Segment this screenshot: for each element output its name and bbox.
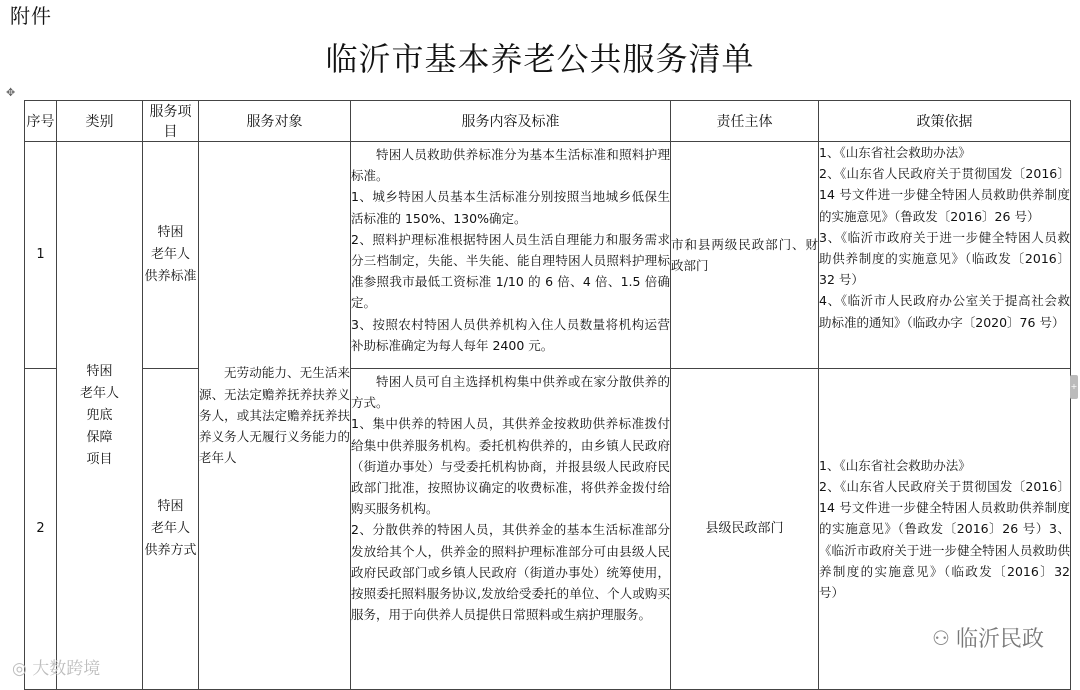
policy-item: 2、《山东省人民政府关于贯彻国发〔2016〕14 号文件进一步健全特困人员救助供养制度的实施意见》（鲁政发〔2016〕26 号） bbox=[819, 166, 1070, 224]
category-cell bbox=[57, 142, 143, 690]
category-line: 兜底 bbox=[86, 407, 113, 423]
header-policy: 政策依据 bbox=[819, 101, 1071, 142]
project-line: 特困 bbox=[157, 225, 184, 240]
service-list-table bbox=[24, 100, 1071, 690]
content-paragraph: 2、分散供养的特困人员，其供养金的基本生活标准部分发放给其个人，供养金的照料护理标准部分可由县级人民政府民政部门或乡镇人民政府（街道办事处）统筹使用，按照委托照料服务协议,发放给受委托的单位、个人或购买服务，用于向供养人员提供日常照料或生病护理服务。 bbox=[351, 522, 670, 623]
responsible-cell bbox=[671, 369, 819, 690]
project-line: 老年人 bbox=[150, 521, 190, 536]
content-paragraph: 1、集中供养的特困人员，其供养金按救助供养标准拨付给集中供养服务机构。委托机构供养的，由乡镇人民政府（街道办事处）与受委托机构协商，并报县级人民政府民政部门批准，按照协议确定的收费标准，将供养金拨付给购买服务机构。 bbox=[351, 416, 670, 517]
watermark-right bbox=[932, 622, 1044, 653]
table-header-row bbox=[25, 101, 1071, 142]
page-title: 临沂市基本养老公共服务清单 bbox=[325, 40, 755, 78]
content-paragraph: 2、照料护理标准根据特困人员生活自理能力和服务需求分三档制定，失能、半失能、能自理特困人员照料护理标准参照我市最低工资标准 1/10 的 6 倍、4 倍、1.5 倍确定。 bbox=[351, 231, 670, 311]
category-line: 老年人 bbox=[79, 385, 119, 401]
move-handle-icon[interactable]: ✥ bbox=[6, 86, 16, 99]
policy-item: 1、《山东省社会救助办法》 bbox=[819, 457, 971, 473]
policy-item: 1、《山东省社会救助办法》 bbox=[819, 145, 971, 160]
watermark-right-text: 临沂民政 bbox=[955, 627, 1044, 652]
watermark-left-text: 大数跨境 bbox=[32, 659, 101, 679]
policy-item: 3、《临沂市政府关于进一步健全特困人员救助供养制度的实施意见》（临政发〔2016〕32 号） bbox=[819, 229, 1070, 288]
project-line: 供养标准 bbox=[144, 269, 197, 284]
project-line: 供养方式 bbox=[144, 543, 197, 558]
responsible-cell bbox=[671, 142, 819, 369]
content-cell bbox=[351, 142, 671, 369]
project-line: 老年人 bbox=[150, 247, 190, 262]
target-group-text: 无劳动能力、无生活来源、无法定赡养抚养扶养义务人，或其法定赡养抚养扶养义务人无履行义务能力的老年人 bbox=[199, 365, 350, 466]
project-line: 特困 bbox=[157, 499, 184, 514]
content-paragraph: 3、按照农村特困人员供养机构入住人员数量将机构运营补助标准确定为每人每年 2400 元。 bbox=[351, 316, 670, 353]
header-category: 类别 bbox=[57, 101, 143, 142]
target-group-cell bbox=[199, 142, 351, 690]
category-line: 保障 bbox=[86, 429, 113, 445]
project-cell bbox=[143, 142, 199, 369]
responsible-text: 县级民政部门 bbox=[705, 521, 784, 536]
row-number: 2 bbox=[25, 369, 57, 690]
weibo-icon: ◎ bbox=[12, 659, 27, 679]
header-content: 服务内容及标准 bbox=[351, 101, 671, 142]
content-cell bbox=[351, 369, 671, 690]
project-cell bbox=[143, 369, 199, 690]
policy-cell bbox=[819, 142, 1071, 369]
table-row bbox=[25, 369, 1071, 690]
table-row bbox=[25, 142, 1071, 369]
responsible-text: 市和县两级民政部门、财政部门 bbox=[671, 236, 818, 273]
wechat-icon: ⚇ bbox=[932, 625, 950, 650]
watermark-left bbox=[12, 654, 100, 679]
side-expand-tab[interactable]: + bbox=[1070, 375, 1078, 399]
header-no: 序号 bbox=[25, 101, 57, 142]
row-number: 1 bbox=[25, 142, 57, 369]
header-target: 服务对象 bbox=[199, 101, 351, 142]
header-project: 服务项目 bbox=[143, 101, 199, 142]
policy-item: 4、《临沂市人民政府办公室关于提高社会救助标准的通知》（临政办字〔2020〕76 号） bbox=[819, 293, 1070, 330]
policy-item: 2、《山东省人民政府关于贯彻国发〔2016〕14 号文件进一步健全特困人员救助供养制度的实施意见》（鲁政发〔2016〕26 号）3、《临沂市政府关于进一步健全特困人员救助供养制度的实施意见》（临政发〔2016〕32 号） bbox=[819, 478, 1070, 600]
attachment-label: 附件 bbox=[10, 4, 52, 28]
category-line: 特困 bbox=[86, 363, 113, 379]
header-responsible: 责任主体 bbox=[671, 101, 819, 142]
category-line: 项目 bbox=[86, 451, 113, 467]
content-paragraph: 1、城乡特困人员基本生活标准分别按照当地城乡低保生活标准的 150%、130%确定。 bbox=[351, 189, 670, 226]
content-paragraph: 特困人员可自主选择机构集中供养或在家分散供养的方式。 bbox=[351, 374, 670, 411]
content-paragraph: 特困人员救助供养标准分为基本生活标准和照料护理标准。 bbox=[351, 147, 670, 184]
